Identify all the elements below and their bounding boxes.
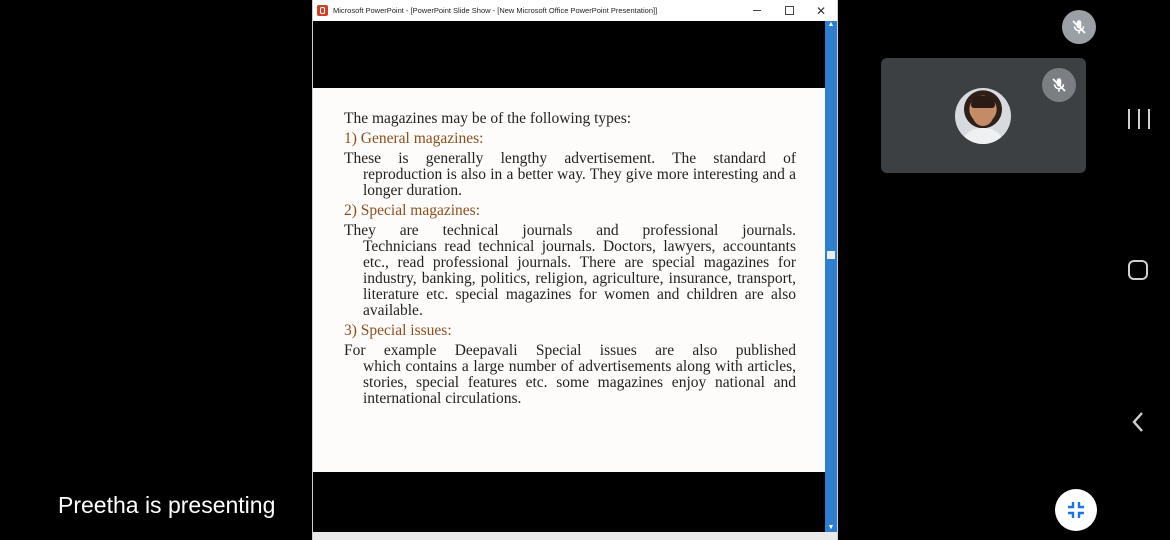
mic-off-glyph (1070, 18, 1088, 36)
avatar-hair (971, 96, 995, 108)
home-icon[interactable] (1128, 260, 1148, 280)
minimize-icon[interactable] (1055, 489, 1097, 531)
close-window-button[interactable]: ✕ (815, 3, 827, 18)
participant-tile[interactable] (881, 58, 1086, 173)
section-heading-issues: 3) Special issues: (344, 322, 452, 339)
scroll-up-icon[interactable]: ▲ (827, 21, 835, 28)
minimize-window-button[interactable] (741, 0, 773, 21)
avatar-shirt (961, 128, 1005, 144)
back-icon[interactable] (1131, 410, 1145, 434)
maximize-window-icon (785, 6, 794, 15)
section-paragraph-special (344, 222, 796, 319)
minimize-window-icon (753, 10, 761, 11)
maximize-window-button[interactable] (773, 0, 805, 21)
paragraph-first-line: They are technical journals and professional journals. (344, 222, 796, 239)
scroll-down-icon[interactable]: ▼ (827, 524, 835, 531)
mic-off-icon[interactable] (1062, 10, 1096, 44)
horizontal-scrollbar[interactable] (313, 532, 837, 540)
vertical-scrollbar[interactable] (825, 21, 837, 532)
back-glyph (1131, 410, 1145, 434)
slide (313, 88, 825, 472)
minimize-glyph (1065, 499, 1087, 521)
window-title: Microsoft PowerPoint - [PowerPoint Slide Show - [New Microsoft Office PowerPoint Presentation]] (333, 6, 658, 15)
powerpoint-app-icon (317, 5, 328, 16)
paragraph-first-line: These is generally lengthy advertisement. The standard of (344, 150, 796, 167)
window-titlebar (313, 0, 837, 21)
paragraph-body: Technicians read technical journals. Doctors, lawyers, accountants etc., read professional journals. There are special magazines for industry, banking, politics, religion, agriculture, insurance, transport, literature etc. special magazines for women and children are also available. (363, 238, 796, 319)
scroll-thumb[interactable] (827, 251, 835, 259)
section-heading-general: 1) General magazines: (344, 130, 484, 147)
paragraph-body: which contains a large number of advertisements along with articles, stories, special features etc. some magazines enjoy national and international circulations. (363, 358, 796, 407)
paragraph-first-line: For example Deepavali Special issues are also published (344, 342, 796, 359)
avatar (955, 88, 1011, 144)
section-paragraph-general (344, 150, 796, 199)
paragraph-body: reproduction is also in a better way. They give more interesting and a longer duration. (363, 166, 796, 199)
recents-icon[interactable] (1128, 109, 1150, 131)
section-paragraph-issues (344, 342, 796, 407)
slide-content (344, 110, 796, 407)
mic-off-icon (1042, 68, 1076, 102)
presenting-label: Preetha is presenting (58, 492, 276, 518)
shared-screen-window (312, 0, 838, 540)
slide-show-area (313, 21, 825, 532)
section-heading-special: 2) Special magazines: (344, 202, 481, 219)
mic-off-glyph (1050, 76, 1068, 94)
slide-intro: The magazines may be of the following types: (344, 110, 632, 127)
